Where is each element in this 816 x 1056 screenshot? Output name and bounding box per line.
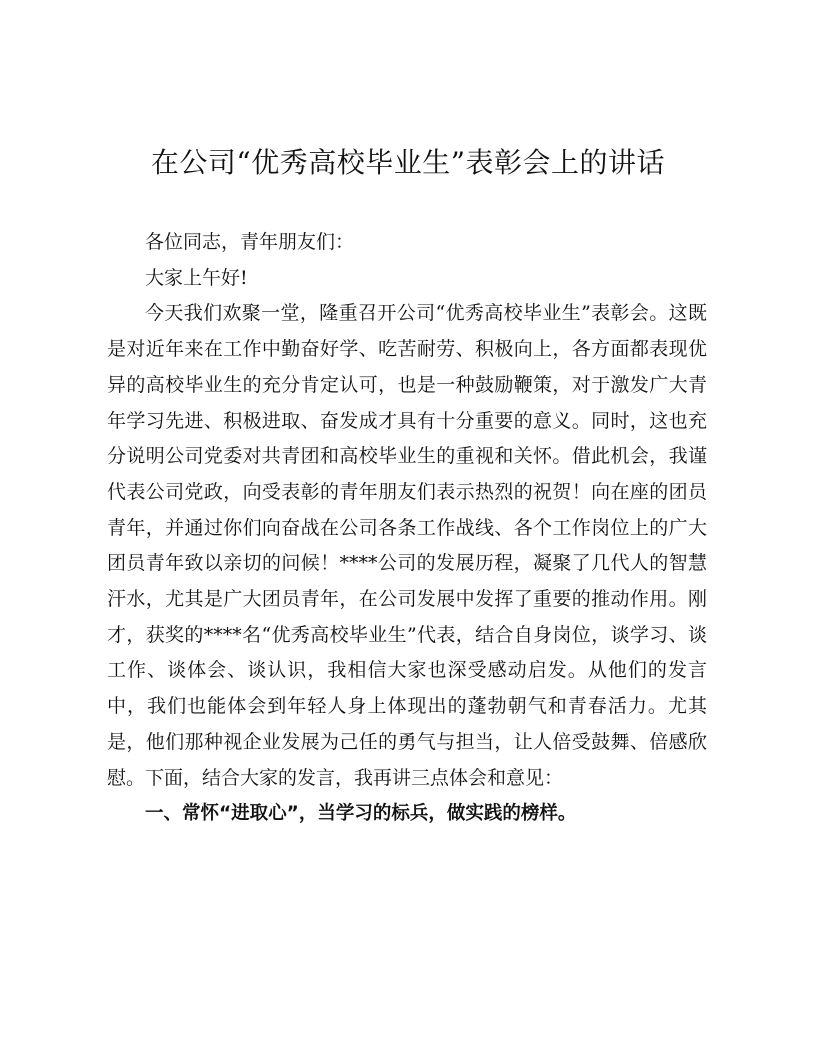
salutation: 各位同志，青年朋友们： [145, 231, 355, 253]
body-paragraph: 今天我们欢聚一堂，隆重召开公司“优秀高校毕业生”表彰会。这既是对近年来在工作中勤奋好学、吃苦耐劳、积极向上，各方面都表现优异的高校毕业生的充分肯定认可，也是一种鼓励鞭策，对于激发广大青年学习先进、积极进取、奋发成才具有十分重要的意义。同时，这也充分说明公司党委对共青团和高校毕业生的重视和关怀。借此机会，我谨代表公司党政，向受表彰的青年朋友们表示热烈的祝贺！向在座的团员青年，并通过你们向奋战在公司各条工作战线、各个工作岗位上的广大团员青年致以亲切的问候！****公司的发展历程，凝聚了几代人的智慧汗水，尤其是广大团员青年，在公司发展中发挥了重要的推动作用。刚才，获奖的****名“优秀高校毕业生”代表，结合自身岗位，谈学习、谈工作、谈体会、谈认识，我相信大家也深受感动启发。从他们的发言中，我们也能体会到年轻人身上体现出的蓬勃朝气和青春活力。尤其是，他们那种视企业发展为己任的勇气与担当，让人倍受鼓舞、倍感欣慰。下面，结合大家的发言，我再讲三点体会和意见： [107, 302, 707, 789]
section-heading: 一、常怀“进取心”，当学习的标兵，做实践的榜样。 [145, 803, 577, 825]
greeting: 大家上午好! [145, 266, 248, 289]
document-body [107, 225, 707, 832]
document-title: 在公司“优秀高校毕业生”表彰会上的讲话 [150, 146, 666, 179]
